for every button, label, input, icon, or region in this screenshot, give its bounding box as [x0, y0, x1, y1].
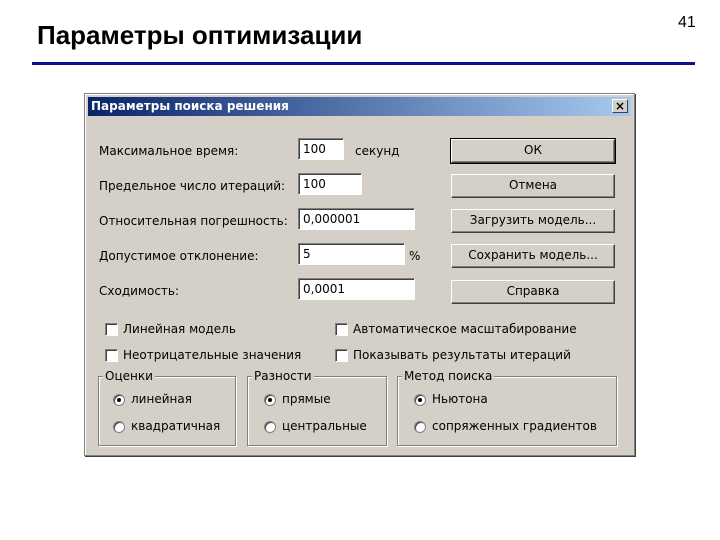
save-model-button[interactable]: Сохранить модель... — [451, 244, 615, 268]
slide-page-number: 41 — [678, 14, 696, 31]
max-time-label: Максимальное время: — [99, 144, 239, 158]
search-newton-radio[interactable] — [414, 394, 426, 406]
estimates-quadratic-label[interactable]: квадратичная — [131, 419, 221, 433]
max-time-unit: секунд — [355, 144, 400, 158]
max-iterations-label: Предельное число итераций: — [99, 179, 286, 193]
solver-options-dialog — [84, 93, 635, 456]
derivatives-forward-radio[interactable] — [264, 394, 276, 406]
dialog-titlebar[interactable] — [88, 97, 631, 116]
max-time-input[interactable]: 100 — [298, 138, 344, 160]
precision-input[interactable]: 0,000001 — [298, 208, 415, 230]
linear-model-label[interactable]: Линейная модель — [123, 322, 236, 336]
load-model-button[interactable]: Загрузить модель... — [451, 209, 615, 233]
search-conjugate-label[interactable]: сопряженных градиентов — [432, 419, 597, 433]
non-negative-label[interactable]: Неотрицательные значения — [123, 348, 302, 362]
cancel-button[interactable]: Отмена — [451, 174, 615, 198]
derivatives-group — [247, 369, 387, 446]
tolerance-input[interactable]: 5 — [298, 243, 405, 265]
auto-scaling-checkbox[interactable] — [335, 323, 348, 336]
ok-button[interactable]: ОК — [451, 139, 615, 163]
estimates-group-title: Оценки — [105, 369, 153, 383]
dialog-title: Параметры поиска решения — [91, 99, 289, 113]
estimates-linear-label[interactable]: линейная — [131, 392, 192, 406]
tolerance-unit: % — [409, 249, 421, 263]
derivatives-central-label[interactable]: центральные — [282, 419, 367, 433]
estimates-quadratic-radio[interactable] — [113, 421, 125, 433]
non-negative-checkbox[interactable] — [105, 349, 118, 362]
search-newton-label[interactable]: Ньютона — [432, 392, 488, 406]
search-method-group — [397, 369, 617, 446]
title-divider — [32, 62, 695, 65]
tolerance-label: Допустимое отклонение: — [99, 249, 259, 263]
close-icon[interactable]: × — [612, 99, 628, 113]
estimates-linear-radio[interactable] — [113, 394, 125, 406]
auto-scaling-label[interactable]: Автоматическое масштабирование — [353, 322, 577, 336]
max-iterations-input[interactable]: 100 — [298, 173, 362, 195]
show-iterations-checkbox[interactable] — [335, 349, 348, 362]
show-iterations-label[interactable]: Показывать результаты итераций — [353, 348, 571, 362]
derivatives-central-radio[interactable] — [264, 421, 276, 433]
search-method-group-title: Метод поиска — [404, 369, 493, 383]
convergence-label: Сходимость: — [99, 284, 180, 298]
derivatives-group-title: Разности — [254, 369, 312, 383]
help-button[interactable]: Справка — [451, 280, 615, 304]
linear-model-checkbox[interactable] — [105, 323, 118, 336]
search-conjugate-radio[interactable] — [414, 421, 426, 433]
convergence-input[interactable]: 0,0001 — [298, 278, 415, 300]
slide-title: Параметры оптимизации — [37, 20, 363, 50]
estimates-group — [98, 369, 236, 446]
derivatives-forward-label[interactable]: прямые — [282, 392, 331, 406]
precision-label: Относительная погрешность: — [99, 214, 288, 228]
